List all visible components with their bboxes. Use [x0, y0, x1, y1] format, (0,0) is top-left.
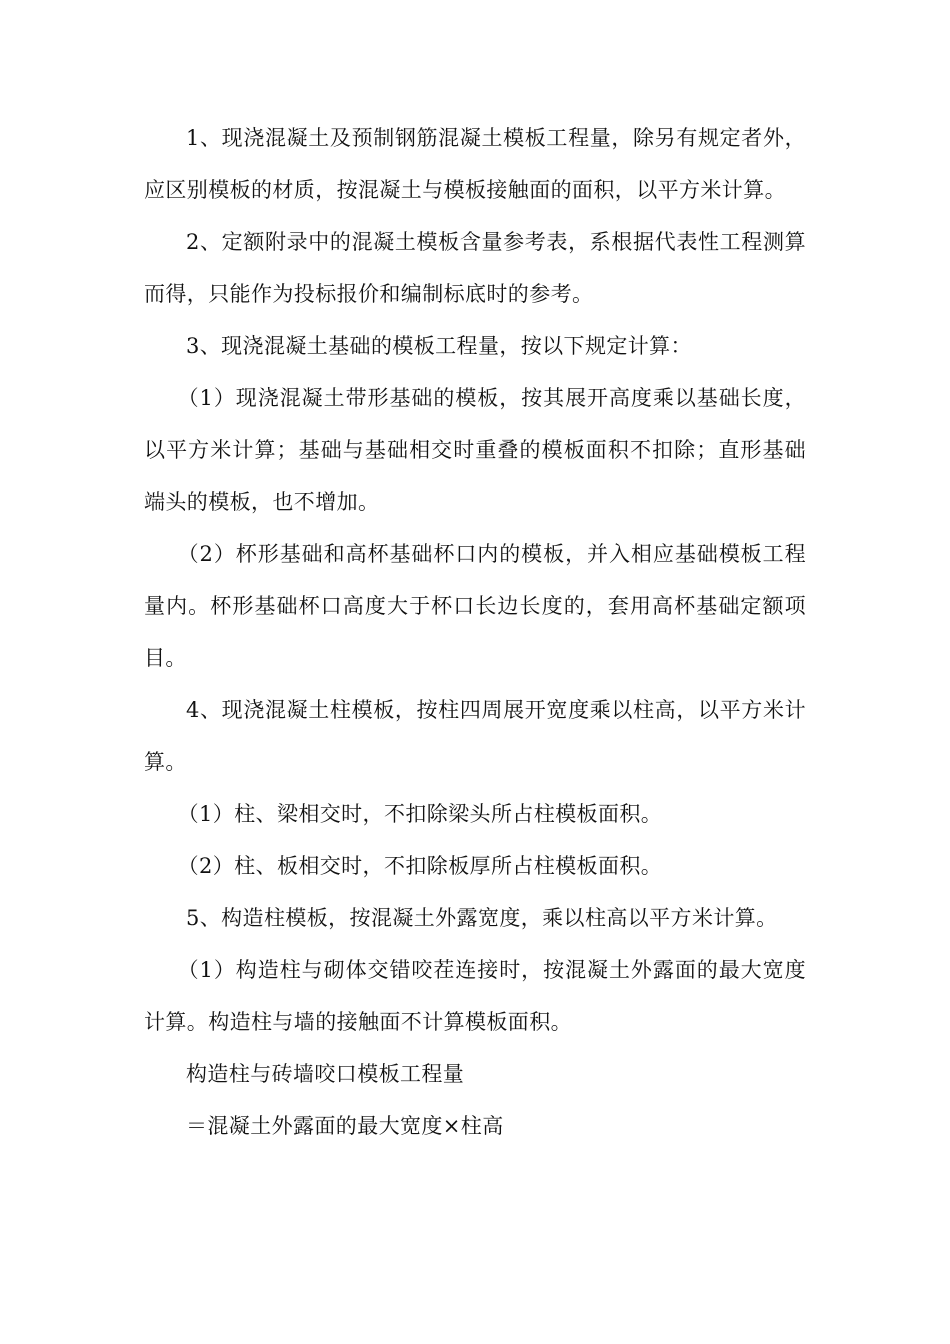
document-body — [144, 112, 806, 1152]
paragraph-clause-4-1: （1）柱、梁相交时，不扣除梁头所占柱模板面积。 — [177, 802, 663, 826]
paragraph-clause-3-2: （2）杯形基础和高杯基础杯口内的模板，并入相应基础模板工程量内。杯形基础杯口高度大于杯口长边长度的，套用高杯基础定额项目。 — [144, 542, 806, 670]
paragraph-clause-4-2: （2）柱、板相交时，不扣除板厚所占柱模板面积。 — [177, 854, 663, 878]
paragraph-formula: ＝混凝土外露面的最大宽度×柱高 — [186, 1114, 504, 1138]
paragraph-clause-1: 1、现浇混凝土及预制钢筋混凝土模板工程量，除另有规定者外，应区别模板的材质，按混凝土与模板接触面的面积，以平方米计算。 — [144, 126, 806, 202]
paragraph-clause-5-1: （1）构造柱与砌体交错咬茬连接时，按混凝土外露面的最大宽度计算。构造柱与墙的接触面不计算模板面积。 — [144, 958, 806, 1034]
paragraph-formula-label: 构造柱与砖墙咬口模板工程量 — [186, 1062, 465, 1086]
paragraph-clause-4: 4、现浇混凝土柱模板，按柱四周展开宽度乘以柱高，以平方米计算。 — [144, 698, 806, 774]
paragraph-clause-2: 2、定额附录中的混凝土模板含量参考表，系根据代表性工程测算而得，只能作为投标报价和编制标底时的参考。 — [144, 230, 806, 306]
paragraph-clause-3-1: （1）现浇混凝土带形基础的模板，按其展开高度乘以基础长度，以平方米计算；基础与基础相交时重叠的模板面积不扣除；直形基础端头的模板，也不增加。 — [144, 386, 806, 514]
paragraph-clause-3: 3、现浇混凝土基础的模板工程量，按以下规定计算： — [186, 334, 692, 358]
paragraph-clause-5: 5、构造柱模板，按混凝土外露宽度，乘以柱高以平方米计算。 — [186, 906, 778, 930]
